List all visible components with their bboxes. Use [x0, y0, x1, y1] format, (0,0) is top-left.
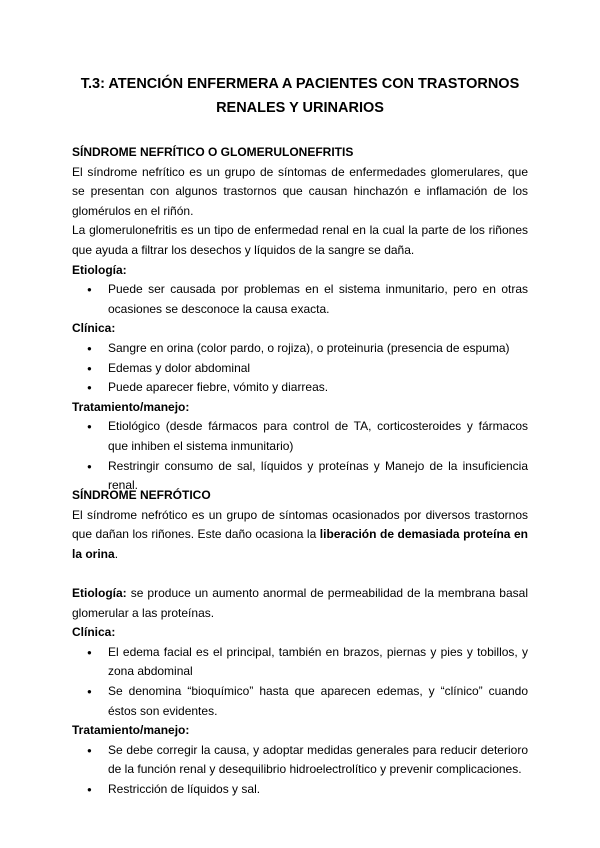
- etiologia-label: Etiología:: [72, 262, 127, 277]
- clinica-list: [72, 643, 528, 721]
- list-item: ● El edema facial es el principal, también en brazos, piernas y pies y tobillos, y zona abdominal: [72, 643, 528, 682]
- list-item: ● Se denomina “bioquímico” hasta que aparecen edemas, y “clínico” cuando éstos son evidentes.: [72, 682, 528, 721]
- list-item: ● Sangre en orina (color pardo, o rojiza), o proteinuria (presencia de espuma): [72, 339, 528, 359]
- paragraph-text: El síndrome nefrótico es un grupo de síntomas ocasionados por diversos trastornos que dañan los riñones. Este daño ocasiona la: [72, 507, 528, 542]
- highlight-text: liberación de demasiada proteína en la orina: [72, 527, 528, 561]
- section-heading: SÍNDROME NEFRÍTICO O GLOMERULONEFRITIS: [72, 145, 354, 159]
- tratamiento-label: Tratamiento/manejo:: [72, 723, 190, 738]
- section-nefrotico: [72, 486, 528, 800]
- list-item: ● Puede ser causada por problemas en el sistema inmunitario, pero en otras ocasiones se desconoce la causa exacta.: [72, 280, 528, 319]
- clinica-label: Clínica:: [72, 625, 116, 640]
- etiologia-paragraph: [72, 584, 528, 623]
- title-line-1: T.3: ATENCIÓN ENFERMERA A PACIENTES CON TRASTORNOS: [80, 76, 520, 92]
- list-item: ● Se debe corregir la causa, y adoptar medidas generales para reducir deterioro de la función renal y desequilibrio hidroelectrolítico y prevenir complicaciones.: [72, 741, 528, 780]
- etiologia-label: Etiología:: [72, 585, 127, 600]
- list-item: ● Etiológico (desde fármacos para control de TA, corticosteroides y fármacos que inhiben el sistema inmunitario): [72, 417, 528, 456]
- tratamiento-label: Tratamiento/manejo:: [72, 399, 190, 414]
- document-title: [60, 72, 540, 120]
- clinica-label: Clínica:: [72, 321, 116, 336]
- tratamiento-list: [72, 417, 528, 495]
- list-item: ● Restringir consumo de sal, líquidos y proteínas y Manejo de la insuficiencia renal.: [72, 457, 528, 496]
- tratamiento-list: [72, 741, 528, 800]
- paragraph: [72, 506, 528, 565]
- clinica-list: [72, 339, 528, 398]
- paragraph: El síndrome nefrítico es un grupo de síntomas de enfermedades glomerulares, que se presentan con algunos trastornos que causan hinchazón e inflamación de los glomérulos en el riñón.: [72, 164, 528, 218]
- paragraph-text: .: [114, 546, 119, 561]
- spacer: [72, 564, 528, 584]
- list-item: ● Puede aparecer fiebre, vómito y diarreas.: [72, 378, 528, 398]
- list-item: ● Edemas y dolor abdominal: [72, 359, 528, 379]
- section-heading: SÍNDROME NEFRÓTICO: [72, 488, 211, 502]
- etiologia-list: [72, 280, 528, 319]
- paragraph: La glomerulonefritis es un tipo de enfermedad renal en la cual la parte de los riñones que ayuda a filtrar los desechos y líquidos de la sangre se daña.: [72, 223, 528, 257]
- list-item: ● Restricción de líquidos y sal.: [72, 780, 528, 800]
- title-line-2: RENALES Y URINARIOS: [216, 100, 384, 116]
- section-nefritico: [72, 143, 528, 496]
- etiologia-text: se produce un aumento anormal de permeabilidad de la membrana basal glomerular a las proteínas.: [72, 585, 528, 620]
